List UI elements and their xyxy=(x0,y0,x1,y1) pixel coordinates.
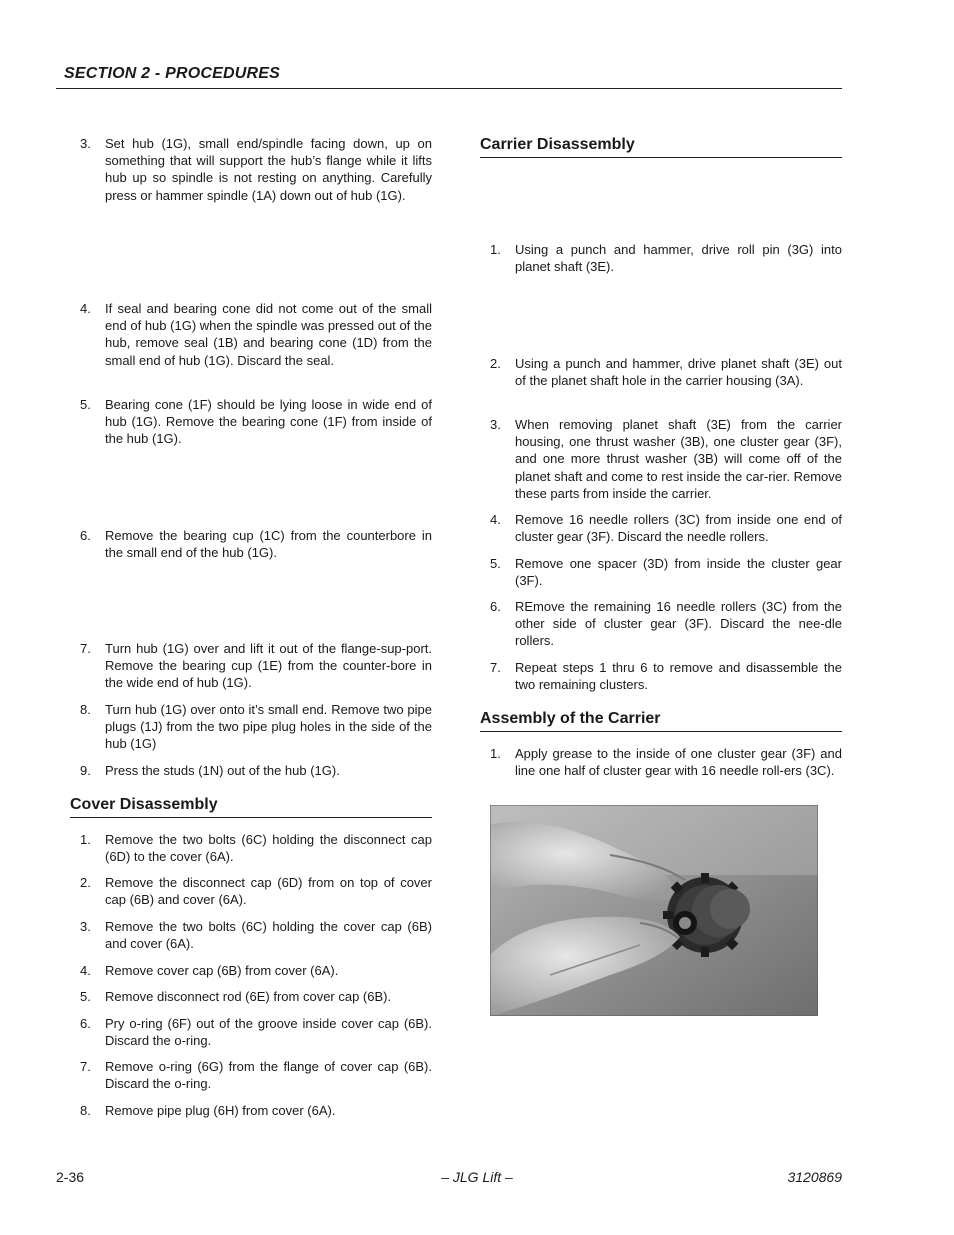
list-item xyxy=(480,355,842,389)
list-item-text: Remove the two bolts (6C) holding the cover cap (6B) and cover (6A). xyxy=(105,919,432,952)
list-item xyxy=(70,762,432,779)
list-item-text: Remove 16 needle rollers (3C) from inside one end of cluster gear (3F). Discard the needle rollers. xyxy=(515,512,842,545)
list-item xyxy=(480,598,842,650)
list-item-number: 7. xyxy=(80,641,91,656)
list-item-number: 5. xyxy=(490,556,501,571)
list-item xyxy=(70,300,432,369)
list-item xyxy=(480,241,842,275)
list-item-number: 3. xyxy=(490,417,501,432)
list-item xyxy=(480,511,842,545)
list-item xyxy=(70,962,432,979)
list-item-text: Remove disconnect rod (6E) from cover cap (6B). xyxy=(105,989,392,1004)
list-item xyxy=(480,745,842,779)
list-item xyxy=(70,831,432,865)
list-item-text: Repeat steps 1 thru 6 to remove and disassemble the two remaining clusters. xyxy=(515,660,842,693)
assembly-of-the-carrier-heading: Assembly of the Carrier xyxy=(480,710,842,732)
list-item-text: Remove the bearing cup (1C) from the counterbore in the small end of the hub (1G). xyxy=(105,528,432,561)
list-item-number: 6. xyxy=(80,1016,91,1031)
list-item-text: Pry o-ring (6F) out of the groove inside cover cap (6B). Discard the o-ring. xyxy=(105,1016,432,1049)
list-item-number: 7. xyxy=(80,1059,91,1074)
list-item-text: Remove the two bolts (6C) holding the disconnect cap (6D) to the cover (6A). xyxy=(105,832,432,865)
list-item-number: 3. xyxy=(80,919,91,934)
list-item xyxy=(70,396,432,448)
document-number: 3120869 xyxy=(787,1169,842,1185)
list-item-number: 6. xyxy=(490,599,501,614)
list-item-text: When removing planet shaft (3E) from the carrier housing, one thrust washer (3B), one cluster gear (3F), and one more thrust washer (3B) will come off of the planet shaft and come to rest inside the car-rier. Remove these parts from inside the carrier. xyxy=(515,417,842,501)
list-item-text: If seal and bearing cone did not come out of the small end of hub (1G) when the spindle was pressed out of the hub, remove seal (1B) and bearing cone (1D) from the small end of hub (1G). Discard the seal. xyxy=(105,301,432,368)
list-item-number: 5. xyxy=(80,989,91,1004)
list-item-number: 4. xyxy=(80,963,91,978)
list-item xyxy=(70,527,432,561)
list-item-number: 2. xyxy=(80,875,91,890)
list-item-number: 4. xyxy=(80,301,91,316)
cover-disassembly-heading: Cover Disassembly xyxy=(70,796,432,818)
list-item-number: 4. xyxy=(490,512,501,527)
list-item-text: Press the studs (1N) out of the hub (1G). xyxy=(105,763,340,778)
list-item-number: 5. xyxy=(80,397,91,412)
list-item xyxy=(70,874,432,908)
list-item xyxy=(480,659,842,693)
list-item xyxy=(70,701,432,753)
list-item xyxy=(70,988,432,1005)
list-item-number: 8. xyxy=(80,702,91,717)
list-item-text: Turn hub (1G) over onto it’s small end. Remove two pipe plugs (1J) from the two pipe plug holes in the side of the hub (1G) xyxy=(105,702,432,752)
list-item-text: Turn hub (1G) over and lift it out of the flange-sup-port. Remove the bearing cup (1E) from the counter-bore in the wide end of hub (1G). xyxy=(105,641,432,691)
list-item xyxy=(70,640,432,692)
list-item-number: 7. xyxy=(490,660,501,675)
list-item xyxy=(70,918,432,952)
list-item-text: Using a punch and hammer, drive roll pin (3G) into planet shaft (3E). xyxy=(515,242,842,275)
list-item-number: 1. xyxy=(80,832,91,847)
list-item-text: REmove the remaining 16 needle rollers (3C) from the other side of cluster gear (3F). Discard the nee-dle rollers. xyxy=(515,599,842,649)
list-item-number: 6. xyxy=(80,528,91,543)
list-item-number: 3. xyxy=(80,136,91,151)
list-item xyxy=(70,1102,432,1119)
list-item-text: Remove o-ring (6G) from the flange of cover cap (6B). Discard the o-ring. xyxy=(105,1059,432,1092)
list-item-text: Remove the disconnect cap (6D) from on top of cover cap (6B) and cover (6A). xyxy=(105,875,432,908)
list-item-text: Set hub (1G), small end/spindle facing down, up on something that will support the hub’s flange while it lifts hub up so spindle is not resting on anything. Carefully press or hammer spindle (1A) down out of hub (1G). xyxy=(105,136,432,203)
list-item-text: Remove one spacer (3D) from inside the cluster gear (3F). xyxy=(515,556,842,589)
list-item xyxy=(70,1058,432,1092)
list-item-text: Remove cover cap (6B) from cover (6A). xyxy=(105,963,339,978)
list-item xyxy=(70,135,432,204)
page-number: 2-36 xyxy=(56,1169,85,1185)
list-item-number: 2. xyxy=(490,356,501,371)
list-item-text: Apply grease to the inside of one cluster gear (3F) and line one half of cluster gear with 16 needle roll-ers (3C). xyxy=(515,746,842,779)
footer-publisher: – JLG Lift – xyxy=(441,1169,513,1185)
list-item xyxy=(70,1015,432,1049)
list-item-text: Bearing cone (1F) should be lying loose in wide end of hub (1G). Remove the bearing cone (1F) from inside of the hub (1G). xyxy=(105,397,432,447)
list-item-number: 9. xyxy=(80,763,91,778)
section-title: SECTION 2 - PROCEDURES xyxy=(64,65,280,82)
list-item-number: 1. xyxy=(490,746,501,761)
list-item xyxy=(480,416,842,502)
list-item-number: 1. xyxy=(490,242,501,257)
list-item xyxy=(480,555,842,589)
list-item-text: Using a punch and hammer, drive planet shaft (3E) out of the planet shaft hole in the carrier housing (3A). xyxy=(515,356,842,389)
list-item-text: Remove pipe plug (6H) from cover (6A). xyxy=(105,1103,336,1118)
cluster-gear-photo xyxy=(490,805,818,1016)
header-rule xyxy=(56,88,842,89)
carrier-disassembly-heading: Carrier Disassembly xyxy=(480,136,842,158)
list-item-number: 8. xyxy=(80,1103,91,1118)
